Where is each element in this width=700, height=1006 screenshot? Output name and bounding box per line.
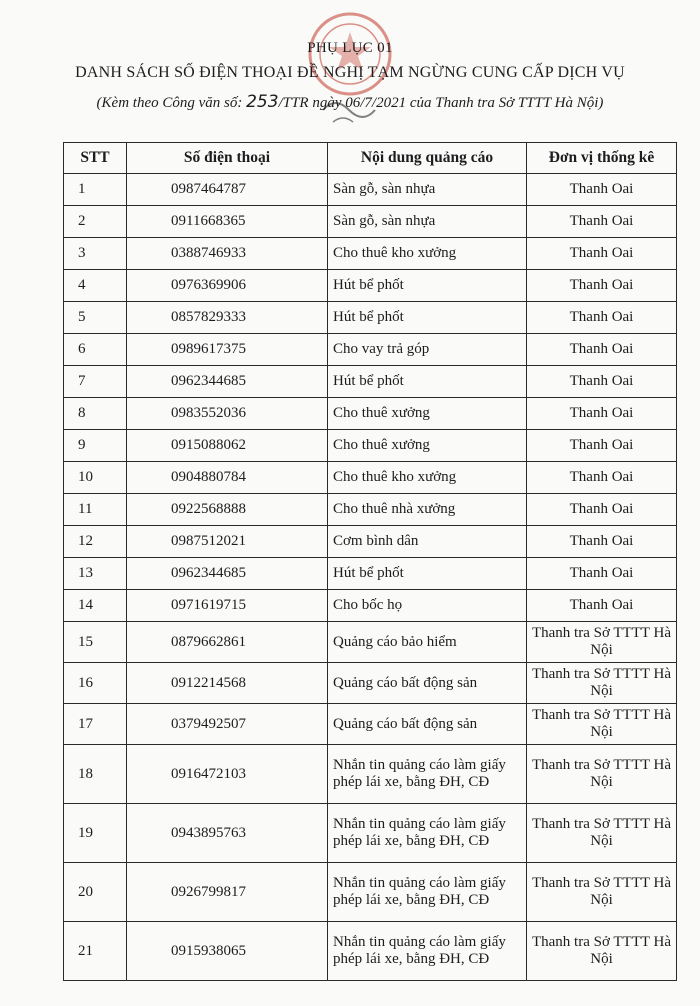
column-header-phone: Số điện thoại bbox=[127, 143, 328, 174]
cell-phone: 0912214568 bbox=[127, 663, 328, 704]
cell-phone: 0916472103 bbox=[127, 745, 328, 804]
table-row bbox=[64, 590, 677, 622]
cell-unit: Thanh Oai bbox=[527, 590, 677, 622]
cell-stt: 2 bbox=[64, 206, 127, 238]
table-row bbox=[64, 704, 677, 745]
appendix-label: PHỤ LỤC 01 bbox=[307, 40, 393, 56]
cell-stt: 19 bbox=[64, 804, 127, 863]
cell-phone: 0983552036 bbox=[127, 398, 328, 430]
reference-suffix: /TTR ngày 06/7/2021 của Thanh tra Sở TTTT Hà Nội) bbox=[278, 95, 604, 111]
cell-unit: Thanh tra Sở TTTT Hà Nội bbox=[527, 745, 677, 804]
cell-content: Sàn gỗ, sàn nhựa bbox=[328, 174, 527, 206]
cell-content: Hút bể phốt bbox=[328, 558, 527, 590]
cell-phone: 0989617375 bbox=[127, 334, 328, 366]
reference-prefix: (Kèm theo Công văn số: bbox=[96, 95, 247, 111]
cell-phone: 0915938065 bbox=[127, 922, 328, 981]
table-header-row bbox=[64, 143, 677, 174]
table-row bbox=[64, 366, 677, 398]
table-row bbox=[64, 663, 677, 704]
table-row bbox=[64, 238, 677, 270]
table-row bbox=[64, 334, 677, 366]
cell-phone: 0987512021 bbox=[127, 526, 328, 558]
table-row bbox=[64, 494, 677, 526]
cell-unit: Thanh Oai bbox=[527, 270, 677, 302]
table-row bbox=[64, 270, 677, 302]
cell-stt: 11 bbox=[64, 494, 127, 526]
cell-phone: 0962344685 bbox=[127, 558, 328, 590]
table-row bbox=[64, 174, 677, 206]
cell-content: Nhắn tin quảng cáo làm giấy phép lái xe, bằng ĐH, CĐ bbox=[328, 804, 527, 863]
cell-content: Cho thuê nhà xưởng bbox=[328, 494, 527, 526]
cell-unit: Thanh tra Sở TTTT Hà Nội bbox=[527, 863, 677, 922]
table-row bbox=[64, 430, 677, 462]
cell-stt: 10 bbox=[64, 462, 127, 494]
cell-content: Sàn gỗ, sàn nhựa bbox=[328, 206, 527, 238]
cell-phone: 0962344685 bbox=[127, 366, 328, 398]
cell-content: Nhắn tin quảng cáo làm giấy phép lái xe, bằng ĐH, CĐ bbox=[328, 863, 527, 922]
table-row bbox=[64, 398, 677, 430]
cell-stt: 6 bbox=[64, 334, 127, 366]
cell-content: Hút bể phốt bbox=[328, 270, 527, 302]
table-row bbox=[64, 462, 677, 494]
cell-content: Nhắn tin quảng cáo làm giấy phép lái xe, bằng ĐH, CĐ bbox=[328, 922, 527, 981]
cell-unit: Thanh Oai bbox=[527, 526, 677, 558]
column-header-unit: Đơn vị thống kê bbox=[527, 143, 677, 174]
cell-phone: 0915088062 bbox=[127, 430, 328, 462]
cell-phone: 0922568888 bbox=[127, 494, 328, 526]
cell-phone: 0976369906 bbox=[127, 270, 328, 302]
cell-stt: 13 bbox=[64, 558, 127, 590]
cell-phone: 0379492507 bbox=[127, 704, 328, 745]
cell-unit: Thanh Oai bbox=[527, 206, 677, 238]
cell-unit: Thanh Oai bbox=[527, 398, 677, 430]
document-reference bbox=[0, 92, 700, 112]
table-row bbox=[64, 302, 677, 334]
cell-stt: 1 bbox=[64, 174, 127, 206]
column-header-stt: STT bbox=[64, 143, 127, 174]
cell-unit: Thanh tra Sở TTTT Hà Nội bbox=[527, 704, 677, 745]
cell-stt: 8 bbox=[64, 398, 127, 430]
cell-unit: Thanh tra Sở TTTT Hà Nội bbox=[527, 804, 677, 863]
cell-content: Cho thuê kho xưởng bbox=[328, 462, 527, 494]
cell-content: Cho bốc họ bbox=[328, 590, 527, 622]
cell-stt: 4 bbox=[64, 270, 127, 302]
cell-content: Quảng cáo bảo hiểm bbox=[328, 622, 527, 663]
cell-unit: Thanh tra Sở TTTT Hà Nội bbox=[527, 622, 677, 663]
cell-unit: Thanh Oai bbox=[527, 302, 677, 334]
phone-list-table bbox=[63, 142, 677, 981]
cell-phone: 0904880784 bbox=[127, 462, 328, 494]
cell-phone: 0971619715 bbox=[127, 590, 328, 622]
cell-unit: Thanh Oai bbox=[527, 174, 677, 206]
cell-unit: Thanh tra Sở TTTT Hà Nội bbox=[527, 922, 677, 981]
cell-unit: Thanh Oai bbox=[527, 494, 677, 526]
cell-content: Quảng cáo bất động sản bbox=[328, 663, 527, 704]
table-row bbox=[64, 526, 677, 558]
cell-phone: 0388746933 bbox=[127, 238, 328, 270]
cell-unit: Thanh Oai bbox=[527, 334, 677, 366]
cell-content: Hút bể phốt bbox=[328, 302, 527, 334]
cell-stt: 20 bbox=[64, 863, 127, 922]
cell-stt: 3 bbox=[64, 238, 127, 270]
cell-phone: 0987464787 bbox=[127, 174, 328, 206]
cell-content: Cho thuê kho xưởng bbox=[328, 238, 527, 270]
reference-number: 253 bbox=[246, 92, 279, 112]
cell-unit: Thanh Oai bbox=[527, 238, 677, 270]
table-row bbox=[64, 745, 677, 804]
table-row bbox=[64, 558, 677, 590]
cell-unit: Thanh Oai bbox=[527, 430, 677, 462]
table-row bbox=[64, 804, 677, 863]
column-header-content: Nội dung quảng cáo bbox=[328, 143, 527, 174]
cell-stt: 5 bbox=[64, 302, 127, 334]
cell-phone: 0926799817 bbox=[127, 863, 328, 922]
table-row bbox=[64, 922, 677, 981]
cell-phone: 0911668365 bbox=[127, 206, 328, 238]
cell-stt: 9 bbox=[64, 430, 127, 462]
cell-phone: 0857829333 bbox=[127, 302, 328, 334]
cell-stt: 17 bbox=[64, 704, 127, 745]
cell-content: Hút bể phốt bbox=[328, 366, 527, 398]
table-row bbox=[64, 206, 677, 238]
cell-stt: 7 bbox=[64, 366, 127, 398]
cell-stt: 16 bbox=[64, 663, 127, 704]
cell-stt: 18 bbox=[64, 745, 127, 804]
cell-unit: Thanh Oai bbox=[527, 462, 677, 494]
cell-unit: Thanh Oai bbox=[527, 558, 677, 590]
cell-content: Cơm bình dân bbox=[328, 526, 527, 558]
table-row bbox=[64, 622, 677, 663]
cell-phone: 0879662861 bbox=[127, 622, 328, 663]
cell-stt: 14 bbox=[64, 590, 127, 622]
document-title: DANH SÁCH SỐ ĐIỆN THOẠI ĐỀ NGHỊ TẠM NGỪNG CUNG CẤP DỊCH VỤ bbox=[75, 64, 625, 81]
cell-content: Nhắn tin quảng cáo làm giấy phép lái xe, bằng ĐH, CĐ bbox=[328, 745, 527, 804]
cell-stt: 15 bbox=[64, 622, 127, 663]
cell-content: Cho thuê xưởng bbox=[328, 398, 527, 430]
cell-unit: Thanh Oai bbox=[527, 366, 677, 398]
table-row bbox=[64, 863, 677, 922]
cell-phone: 0943895763 bbox=[127, 804, 328, 863]
cell-content: Cho vay trả góp bbox=[328, 334, 527, 366]
cell-stt: 21 bbox=[64, 922, 127, 981]
cell-content: Quảng cáo bất động sản bbox=[328, 704, 527, 745]
cell-stt: 12 bbox=[64, 526, 127, 558]
cell-content: Cho thuê xưởng bbox=[328, 430, 527, 462]
cell-unit: Thanh tra Sở TTTT Hà Nội bbox=[527, 663, 677, 704]
